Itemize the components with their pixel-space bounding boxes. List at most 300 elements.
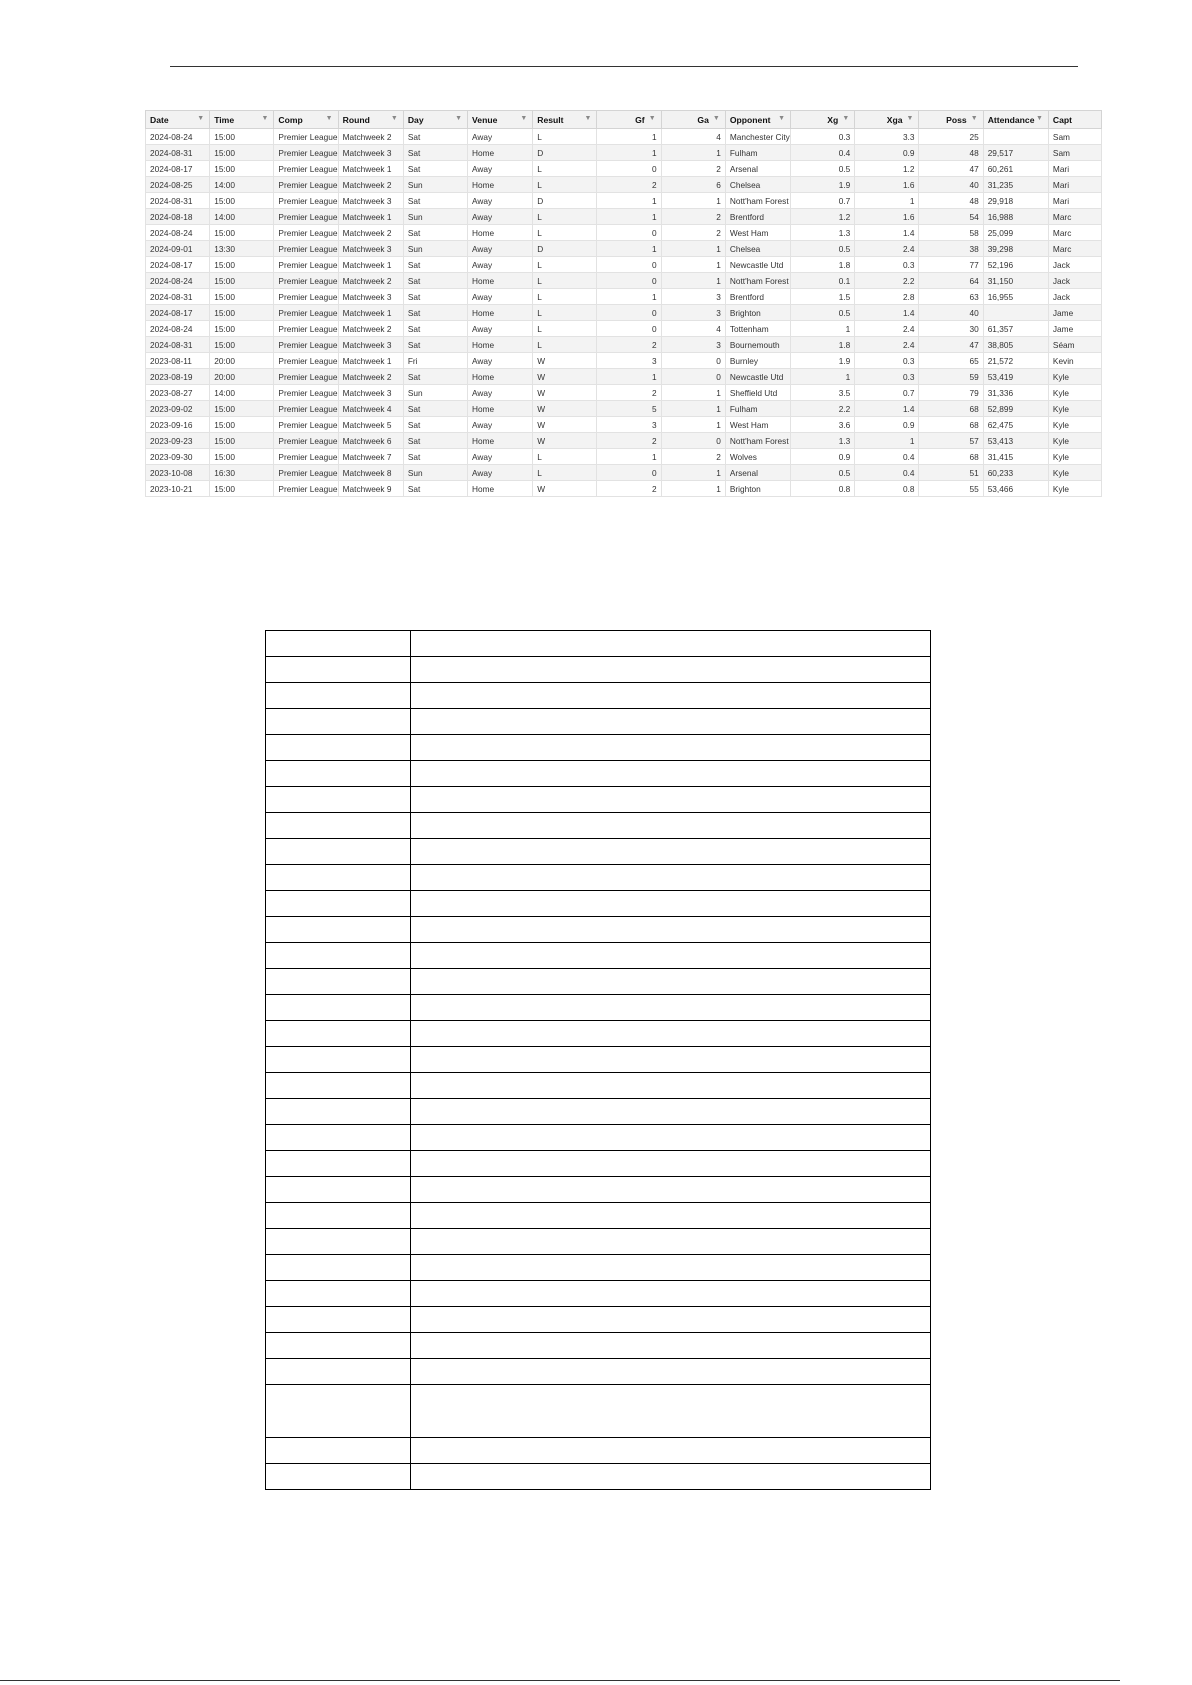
- table-cell: 5: [597, 401, 661, 417]
- table-cell: 40: [919, 305, 983, 321]
- blank-label-cell[interactable]: [266, 631, 411, 657]
- table-cell: 1.8: [791, 337, 855, 353]
- table-cell: Sat: [403, 161, 467, 177]
- column-header-xga[interactable]: [855, 111, 919, 129]
- table-cell: 1: [597, 449, 661, 465]
- filter-icon[interactable]: ▼: [197, 115, 205, 122]
- blank-table-row: [266, 1385, 931, 1438]
- column-header-result[interactable]: [533, 111, 597, 129]
- table-cell: 16,988: [983, 209, 1048, 225]
- table-row: [146, 257, 1102, 273]
- header-rule: [170, 66, 1078, 67]
- table-cell: Premier League: [274, 481, 338, 497]
- blank-label-cell[interactable]: [266, 683, 411, 709]
- table-cell: 1.9: [791, 353, 855, 369]
- table-cell: 0: [597, 161, 661, 177]
- table-cell: Away: [468, 353, 533, 369]
- filter-icon[interactable]: ▼: [390, 115, 398, 122]
- table-cell: Sat: [403, 289, 467, 305]
- table-cell: Away: [468, 289, 533, 305]
- table-cell: 0: [597, 465, 661, 481]
- table-cell: 2: [597, 177, 661, 193]
- table-cell: 0: [597, 225, 661, 241]
- table-cell: Arsenal: [725, 161, 790, 177]
- table-cell: 48: [919, 145, 983, 161]
- table-cell: 2.2: [855, 273, 919, 289]
- table-cell: 2: [661, 449, 725, 465]
- table-cell: 51: [919, 465, 983, 481]
- blank-table-row: [266, 657, 931, 683]
- blank-value-cell[interactable]: [411, 865, 931, 891]
- filter-icon[interactable]: ▼: [778, 115, 786, 122]
- table-cell: 16,955: [983, 289, 1048, 305]
- table-cell: L: [533, 257, 597, 273]
- table-cell: L: [533, 321, 597, 337]
- table-cell: Matchweek 1: [338, 209, 403, 225]
- table-cell: Away: [468, 241, 533, 257]
- blank-table-row: [266, 709, 931, 735]
- table-cell: 2: [661, 161, 725, 177]
- blank-value-cell[interactable]: [411, 839, 931, 865]
- table-cell: Chelsea: [725, 177, 790, 193]
- table-cell: Matchweek 2: [338, 273, 403, 289]
- table-row: [146, 305, 1102, 321]
- blank-label-cell[interactable]: [266, 709, 411, 735]
- blank-label-cell[interactable]: [266, 969, 411, 995]
- blank-value-cell[interactable]: [411, 943, 931, 969]
- table-cell: Brighton: [725, 481, 790, 497]
- table-cell: Sam: [1048, 129, 1101, 145]
- table-row: [146, 337, 1102, 353]
- column-header-comp[interactable]: [274, 111, 338, 129]
- table-cell: 1.4: [855, 225, 919, 241]
- blank-value-cell[interactable]: [411, 1177, 931, 1203]
- filter-icon[interactable]: ▼: [842, 115, 850, 122]
- table-cell: Matchweek 3: [338, 193, 403, 209]
- table-cell: 15:00: [210, 305, 274, 321]
- table-cell: 68: [919, 401, 983, 417]
- table-cell: Away: [468, 193, 533, 209]
- table-cell: Wolves: [725, 449, 790, 465]
- table-cell: Matchweek 2: [338, 321, 403, 337]
- table-cell: Fulham: [725, 145, 790, 161]
- filter-icon[interactable]: ▼: [520, 115, 528, 122]
- table-cell: 15:00: [210, 129, 274, 145]
- blank-value-cell[interactable]: [411, 683, 931, 709]
- filter-icon[interactable]: ▼: [1035, 115, 1043, 122]
- blank-label-cell[interactable]: [266, 1203, 411, 1229]
- blank-label-cell[interactable]: [266, 943, 411, 969]
- blank-label-cell[interactable]: [266, 1333, 411, 1359]
- blank-value-cell[interactable]: [411, 1464, 931, 1490]
- table-cell: 61,357: [983, 321, 1048, 337]
- table-cell: 2024-08-25: [146, 177, 210, 193]
- table-row: [146, 145, 1102, 161]
- table-cell: Premier League: [274, 321, 338, 337]
- blank-value-cell[interactable]: [411, 631, 931, 657]
- table-cell: 1.6: [855, 209, 919, 225]
- table-cell: Matchweek 7: [338, 449, 403, 465]
- blank-label-cell[interactable]: [266, 657, 411, 683]
- table-cell: L: [533, 177, 597, 193]
- table-cell: 1: [597, 209, 661, 225]
- table-cell: 2023-10-08: [146, 465, 210, 481]
- table-cell: Premier League: [274, 225, 338, 241]
- table-cell: 1.8: [791, 257, 855, 273]
- filter-icon[interactable]: ▼: [584, 115, 592, 122]
- blank-label-cell[interactable]: [266, 761, 411, 787]
- blank-table-row: [266, 839, 931, 865]
- table-cell: Kyle: [1048, 465, 1101, 481]
- blank-table-row: [266, 1099, 931, 1125]
- blank-table-row: [266, 735, 931, 761]
- column-header-label: Xga: [886, 114, 903, 125]
- blank-value-cell[interactable]: [411, 1281, 931, 1307]
- filter-icon[interactable]: ▼: [648, 115, 656, 122]
- table-cell: 0.5: [791, 241, 855, 257]
- blank-value-cell[interactable]: [411, 1385, 931, 1438]
- table-cell: W: [533, 353, 597, 369]
- table-cell: Matchweek 3: [338, 337, 403, 353]
- table-cell: Newcastle Utd: [725, 369, 790, 385]
- blank-table-row: [266, 1438, 931, 1464]
- blank-value-cell[interactable]: [411, 1438, 931, 1464]
- table-cell: 0.7: [791, 193, 855, 209]
- table-cell: 0.3: [855, 353, 919, 369]
- table-cell: Jack: [1048, 289, 1101, 305]
- blank-value-cell[interactable]: [411, 1333, 931, 1359]
- table-cell: 20:00: [210, 369, 274, 385]
- table-cell: L: [533, 209, 597, 225]
- table-cell: 2.4: [855, 321, 919, 337]
- table-cell: Away: [468, 385, 533, 401]
- blank-label-cell[interactable]: [266, 1073, 411, 1099]
- blank-value-cell[interactable]: [411, 1073, 931, 1099]
- blank-value-cell[interactable]: [411, 657, 931, 683]
- table-cell: Sat: [403, 433, 467, 449]
- table-cell: L: [533, 129, 597, 145]
- table-cell: Home: [468, 337, 533, 353]
- column-header-label: Ga: [697, 114, 709, 125]
- table-cell: 2023-09-16: [146, 417, 210, 433]
- blank-label-cell[interactable]: [266, 995, 411, 1021]
- table-cell: 2024-08-17: [146, 305, 210, 321]
- blank-table-row: [266, 995, 931, 1021]
- blank-label-cell[interactable]: [266, 1359, 411, 1385]
- grid-header-row: [146, 111, 1102, 129]
- blank-label-cell[interactable]: [266, 1151, 411, 1177]
- table-cell: Kyle: [1048, 481, 1101, 497]
- table-cell: 1: [791, 369, 855, 385]
- table-cell: Sam: [1048, 145, 1101, 161]
- blank-table-row: [266, 1229, 931, 1255]
- table-row: [146, 273, 1102, 289]
- blank-value-cell[interactable]: [411, 1125, 931, 1151]
- blank-table-row: [266, 1307, 931, 1333]
- table-cell: 1.2: [791, 209, 855, 225]
- blank-value-cell[interactable]: [411, 813, 931, 839]
- table-cell: 1: [597, 241, 661, 257]
- table-cell: 0.5: [791, 305, 855, 321]
- table-cell: 0.3: [855, 257, 919, 273]
- table-cell: 0.8: [855, 481, 919, 497]
- blank-value-cell[interactable]: [411, 709, 931, 735]
- table-cell: L: [533, 465, 597, 481]
- table-cell: Marc: [1048, 225, 1101, 241]
- table-cell: Matchweek 9: [338, 481, 403, 497]
- blank-value-cell[interactable]: [411, 917, 931, 943]
- column-header-label: Attendance: [987, 114, 1035, 125]
- blank-label-cell[interactable]: [266, 1021, 411, 1047]
- column-header-label: Poss: [946, 114, 967, 125]
- table-cell: 0.5: [791, 465, 855, 481]
- filter-icon[interactable]: ▼: [455, 115, 463, 122]
- blank-table-row: [266, 1073, 931, 1099]
- filter-icon[interactable]: ▼: [325, 115, 333, 122]
- table-cell: 58: [919, 225, 983, 241]
- blank-value-cell[interactable]: [411, 1255, 931, 1281]
- table-cell: 2024-08-31: [146, 289, 210, 305]
- table-cell: 14:00: [210, 209, 274, 225]
- table-cell: 2024-08-24: [146, 129, 210, 145]
- blank-label-cell[interactable]: [266, 865, 411, 891]
- table-cell: Premier League: [274, 289, 338, 305]
- filter-icon[interactable]: ▼: [906, 115, 914, 122]
- blank-value-cell[interactable]: [411, 1021, 931, 1047]
- table-cell: Premier League: [274, 145, 338, 161]
- blank-label-cell[interactable]: [266, 1385, 411, 1438]
- table-cell: 2024-08-24: [146, 225, 210, 241]
- table-cell: 0.9: [855, 145, 919, 161]
- table-cell: 0.4: [791, 145, 855, 161]
- column-header-label: Venue: [472, 114, 498, 125]
- table-cell: 13:30: [210, 241, 274, 257]
- blank-label-cell[interactable]: [266, 1125, 411, 1151]
- column-header-capt[interactable]: [1048, 111, 1101, 129]
- table-cell: 1: [791, 321, 855, 337]
- blank-value-cell[interactable]: [411, 1203, 931, 1229]
- blank-table-row: [266, 1359, 931, 1385]
- blank-label-cell[interactable]: [266, 917, 411, 943]
- table-cell: Jame: [1048, 321, 1101, 337]
- blank-label-cell[interactable]: [266, 891, 411, 917]
- table-cell: 65: [919, 353, 983, 369]
- column-header-poss[interactable]: [919, 111, 983, 129]
- table-cell: Away: [468, 129, 533, 145]
- table-cell: Fulham: [725, 401, 790, 417]
- table-cell: 1: [597, 129, 661, 145]
- column-header-date[interactable]: [146, 111, 210, 129]
- table-cell: 2023-09-30: [146, 449, 210, 465]
- column-header-gf[interactable]: [597, 111, 661, 129]
- table-row: [146, 401, 1102, 417]
- table-cell: Matchweek 1: [338, 161, 403, 177]
- filter-icon[interactable]: ▼: [712, 115, 720, 122]
- table-cell: 2.4: [855, 241, 919, 257]
- table-cell: Sat: [403, 417, 467, 433]
- table-cell: Home: [468, 145, 533, 161]
- column-header-xg[interactable]: [791, 111, 855, 129]
- blank-label-cell[interactable]: [266, 1255, 411, 1281]
- table-cell: Matchweek 2: [338, 225, 403, 241]
- blank-value-cell[interactable]: [411, 969, 931, 995]
- table-cell: Matchweek 3: [338, 241, 403, 257]
- match-data-grid: [145, 110, 1102, 497]
- blank-value-cell[interactable]: [411, 1229, 931, 1255]
- blank-label-cell[interactable]: [266, 1177, 411, 1203]
- table-cell: 53,466: [983, 481, 1048, 497]
- blank-value-cell[interactable]: [411, 891, 931, 917]
- table-cell: 60,233: [983, 465, 1048, 481]
- blank-table-row: [266, 1255, 931, 1281]
- table-cell: L: [533, 161, 597, 177]
- table-cell: 1.4: [855, 305, 919, 321]
- table-cell: 1: [597, 145, 661, 161]
- table-cell: 0: [661, 433, 725, 449]
- table-cell: Away: [468, 449, 533, 465]
- table-cell: Home: [468, 369, 533, 385]
- table-row: [146, 225, 1102, 241]
- blank-label-cell[interactable]: [266, 1281, 411, 1307]
- blank-table-row: [266, 891, 931, 917]
- table-cell: L: [533, 449, 597, 465]
- blank-table-row: [266, 865, 931, 891]
- blank-label-cell[interactable]: [266, 1047, 411, 1073]
- column-header-day[interactable]: [403, 111, 467, 129]
- blank-value-cell[interactable]: [411, 1307, 931, 1333]
- table-cell: Premier League: [274, 465, 338, 481]
- blank-table-row: [266, 969, 931, 995]
- blank-label-cell[interactable]: [266, 1307, 411, 1333]
- table-cell: 0.9: [855, 417, 919, 433]
- table-cell: West Ham: [725, 225, 790, 241]
- table-cell: Premier League: [274, 177, 338, 193]
- blank-value-cell[interactable]: [411, 1359, 931, 1385]
- table-cell: 1: [661, 465, 725, 481]
- blank-label-cell[interactable]: [266, 1464, 411, 1490]
- table-cell: 15:00: [210, 433, 274, 449]
- blank-label-cell[interactable]: [266, 813, 411, 839]
- table-cell: 15:00: [210, 481, 274, 497]
- table-cell: Matchweek 4: [338, 401, 403, 417]
- table-cell: 15:00: [210, 161, 274, 177]
- table-cell: L: [533, 289, 597, 305]
- table-cell: Premier League: [274, 209, 338, 225]
- column-header-label: Xg: [827, 114, 839, 125]
- blank-label-cell[interactable]: [266, 787, 411, 813]
- table-cell: 60,261: [983, 161, 1048, 177]
- table-cell: 3: [597, 417, 661, 433]
- table-cell: W: [533, 401, 597, 417]
- column-header-attendance[interactable]: [983, 111, 1048, 129]
- table-cell: 1.3: [791, 225, 855, 241]
- column-header-label: Day: [407, 114, 424, 125]
- table-cell: 31,336: [983, 385, 1048, 401]
- blank-value-cell[interactable]: [411, 995, 931, 1021]
- filter-icon[interactable]: ▼: [970, 115, 978, 122]
- table-cell: 2: [661, 225, 725, 241]
- column-header-round[interactable]: [338, 111, 403, 129]
- table-cell: 47: [919, 337, 983, 353]
- blank-label-cell[interactable]: [266, 1438, 411, 1464]
- table-cell: 2024-08-24: [146, 321, 210, 337]
- table-cell: 62,475: [983, 417, 1048, 433]
- table-cell: 63: [919, 289, 983, 305]
- table-cell: 2024-08-31: [146, 145, 210, 161]
- table-cell: Jame: [1048, 305, 1101, 321]
- table-cell: Kyle: [1048, 401, 1101, 417]
- table-cell: Sat: [403, 401, 467, 417]
- table-cell: Premier League: [274, 257, 338, 273]
- table-cell: Premier League: [274, 193, 338, 209]
- table-cell: Kyle: [1048, 433, 1101, 449]
- blank-value-cell[interactable]: [411, 1099, 931, 1125]
- column-header-venue[interactable]: [468, 111, 533, 129]
- filter-icon[interactable]: ▼: [261, 115, 269, 122]
- table-cell: Nott'ham Forest: [725, 193, 790, 209]
- table-cell: West Ham: [725, 417, 790, 433]
- table-cell: 2: [597, 481, 661, 497]
- blank-value-cell[interactable]: [411, 787, 931, 813]
- table-cell: Marc: [1048, 209, 1101, 225]
- blank-label-cell[interactable]: [266, 735, 411, 761]
- table-cell: Kyle: [1048, 449, 1101, 465]
- table-cell: Nott'ham Forest: [725, 433, 790, 449]
- table-cell: 2: [597, 433, 661, 449]
- blank-value-cell[interactable]: [411, 761, 931, 787]
- column-header-label: Capt: [1052, 114, 1073, 125]
- blank-table-row: [266, 631, 931, 657]
- table-cell: Sat: [403, 145, 467, 161]
- table-cell: 2.8: [855, 289, 919, 305]
- table-cell: 53,413: [983, 433, 1048, 449]
- table-cell: D: [533, 193, 597, 209]
- column-header-ga[interactable]: [661, 111, 725, 129]
- blank-value-cell[interactable]: [411, 735, 931, 761]
- table-cell: 29,517: [983, 145, 1048, 161]
- table-cell: Matchweek 2: [338, 177, 403, 193]
- table-cell: [983, 305, 1048, 321]
- table-cell: Kevin: [1048, 353, 1101, 369]
- blank-value-cell[interactable]: [411, 1047, 931, 1073]
- column-header-opponent[interactable]: [725, 111, 790, 129]
- table-row: [146, 177, 1102, 193]
- table-cell: 15:00: [210, 321, 274, 337]
- table-row: [146, 241, 1102, 257]
- blank-label-cell[interactable]: [266, 839, 411, 865]
- blank-label-cell[interactable]: [266, 1099, 411, 1125]
- table-cell: 64: [919, 273, 983, 289]
- table-cell: Matchweek 8: [338, 465, 403, 481]
- table-cell: Tottenham: [725, 321, 790, 337]
- table-cell: 2.4: [855, 337, 919, 353]
- table-cell: 15:00: [210, 145, 274, 161]
- table-cell: 0: [597, 257, 661, 273]
- table-cell: Sat: [403, 305, 467, 321]
- table-row: [146, 321, 1102, 337]
- column-header-time[interactable]: [210, 111, 274, 129]
- table-cell: Away: [468, 465, 533, 481]
- table-cell: Chelsea: [725, 241, 790, 257]
- table-cell: Brighton: [725, 305, 790, 321]
- table-cell: Home: [468, 481, 533, 497]
- table-cell: 55: [919, 481, 983, 497]
- table-cell: L: [533, 337, 597, 353]
- table-cell: 15:00: [210, 289, 274, 305]
- blank-value-cell[interactable]: [411, 1151, 931, 1177]
- blank-label-cell[interactable]: [266, 1229, 411, 1255]
- table-cell: 1: [597, 289, 661, 305]
